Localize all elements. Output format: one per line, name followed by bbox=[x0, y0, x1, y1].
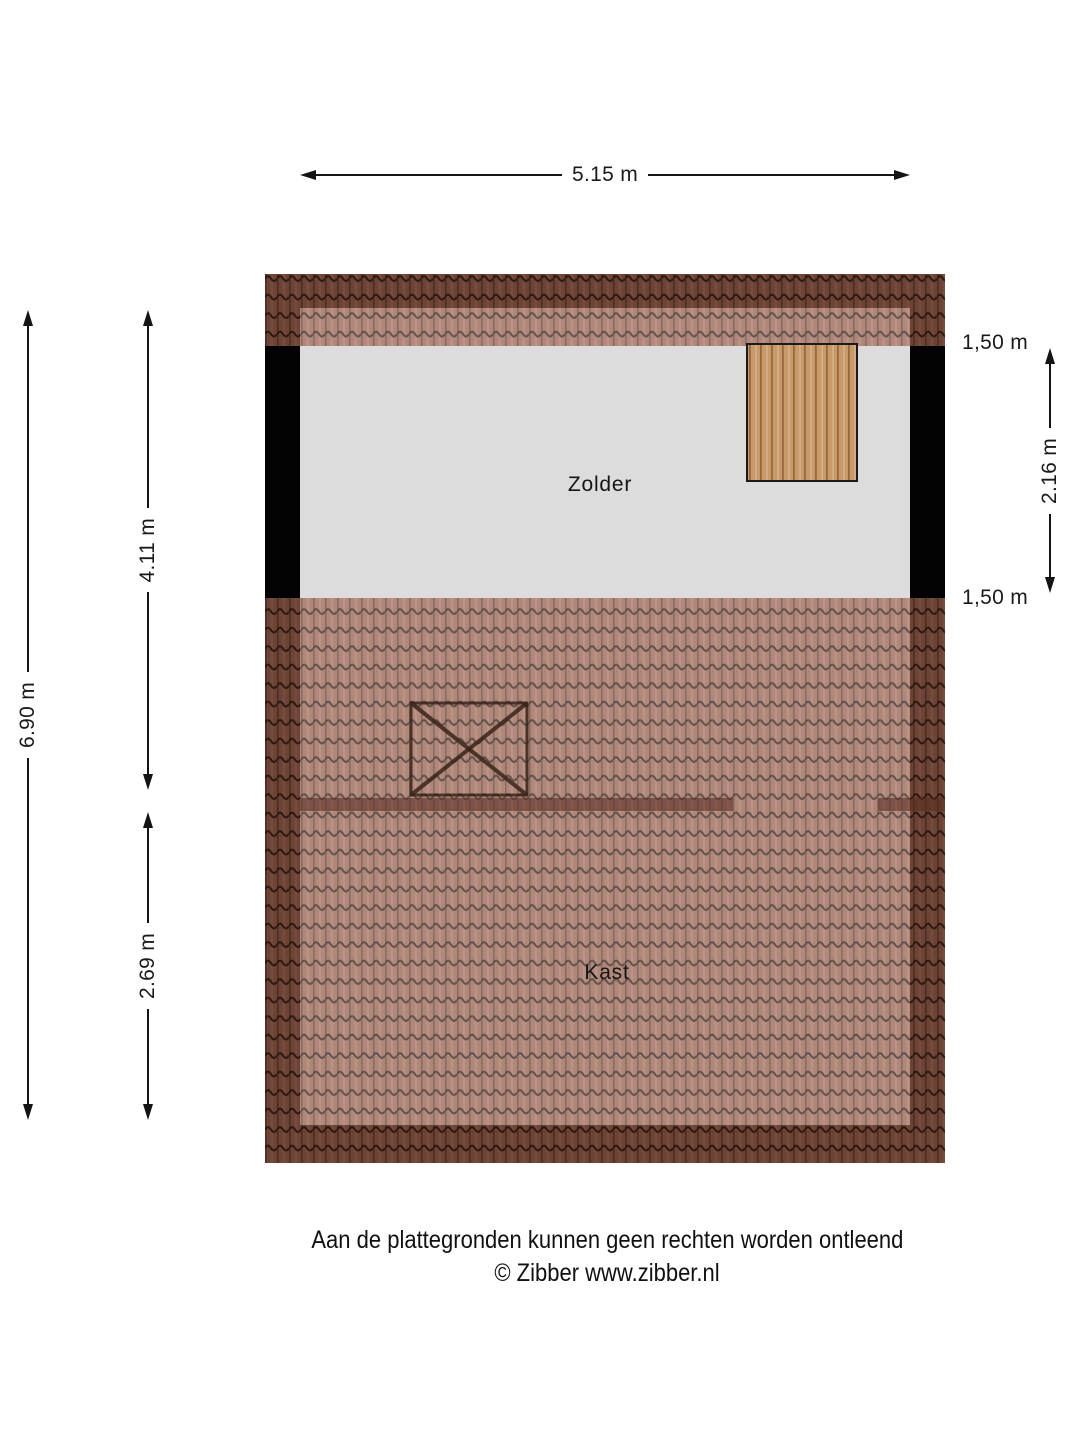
dimension-right-span bbox=[1038, 348, 1061, 593]
dimension-line bbox=[27, 326, 29, 672]
dimension-line bbox=[147, 326, 149, 508]
dimension-right-bottom-label: 1,50 m bbox=[962, 586, 1028, 609]
dimension-line bbox=[147, 592, 149, 774]
dimension-label: 5.15 m bbox=[572, 163, 638, 186]
dimension-label: 2.16 m bbox=[1038, 437, 1061, 504]
arrowhead-down-icon bbox=[23, 1104, 33, 1120]
arrowhead-up-icon bbox=[1045, 348, 1055, 364]
arrowhead-right-icon bbox=[894, 170, 910, 180]
arrowhead-down-icon bbox=[143, 774, 153, 790]
dimension-line bbox=[27, 758, 29, 1104]
dimension-line bbox=[1049, 364, 1051, 428]
divider-wall-left bbox=[300, 798, 733, 811]
dimension-line bbox=[147, 1009, 149, 1104]
wall-right bbox=[910, 346, 945, 598]
dimension-line bbox=[147, 828, 149, 923]
dimension-right-top-label: 1,50 m bbox=[962, 331, 1028, 354]
wall-left bbox=[265, 346, 300, 598]
staircase bbox=[747, 344, 857, 481]
dimension-height-lower bbox=[136, 812, 159, 1120]
disclaimer-text: Aan de plattegronden kunnen geen rechten worden ontleend bbox=[310, 1226, 904, 1254]
footer bbox=[267, 1224, 947, 1290]
arrowhead-down-icon bbox=[143, 1104, 153, 1120]
dimension-height-upper bbox=[136, 310, 159, 790]
arrowhead-up-icon bbox=[23, 310, 33, 326]
copyright-text: © Zibber www.zibber.nl bbox=[494, 1259, 720, 1287]
dimension-label: 4.11 m bbox=[136, 517, 159, 583]
dimension-line bbox=[648, 174, 894, 176]
dimension-line bbox=[1049, 514, 1051, 578]
floorplan-drawing bbox=[265, 274, 945, 1163]
room-label-zolder: Zolder bbox=[567, 473, 633, 496]
floorplan-canvas bbox=[265, 274, 945, 1163]
dimension-line bbox=[316, 174, 562, 176]
dimension-label: 2.69 m bbox=[136, 933, 159, 999]
divider-wall-right bbox=[878, 798, 945, 811]
arrowhead-up-icon bbox=[143, 310, 153, 326]
dimension-label: 6.90 m bbox=[16, 682, 39, 748]
arrowhead-up-icon bbox=[143, 812, 153, 828]
arrowhead-down-icon bbox=[1045, 577, 1055, 593]
room-label-kast: Kast bbox=[584, 961, 630, 984]
dimension-height-total bbox=[16, 310, 39, 1120]
arrowhead-left-icon bbox=[300, 170, 316, 180]
dimension-width-total bbox=[300, 163, 910, 186]
